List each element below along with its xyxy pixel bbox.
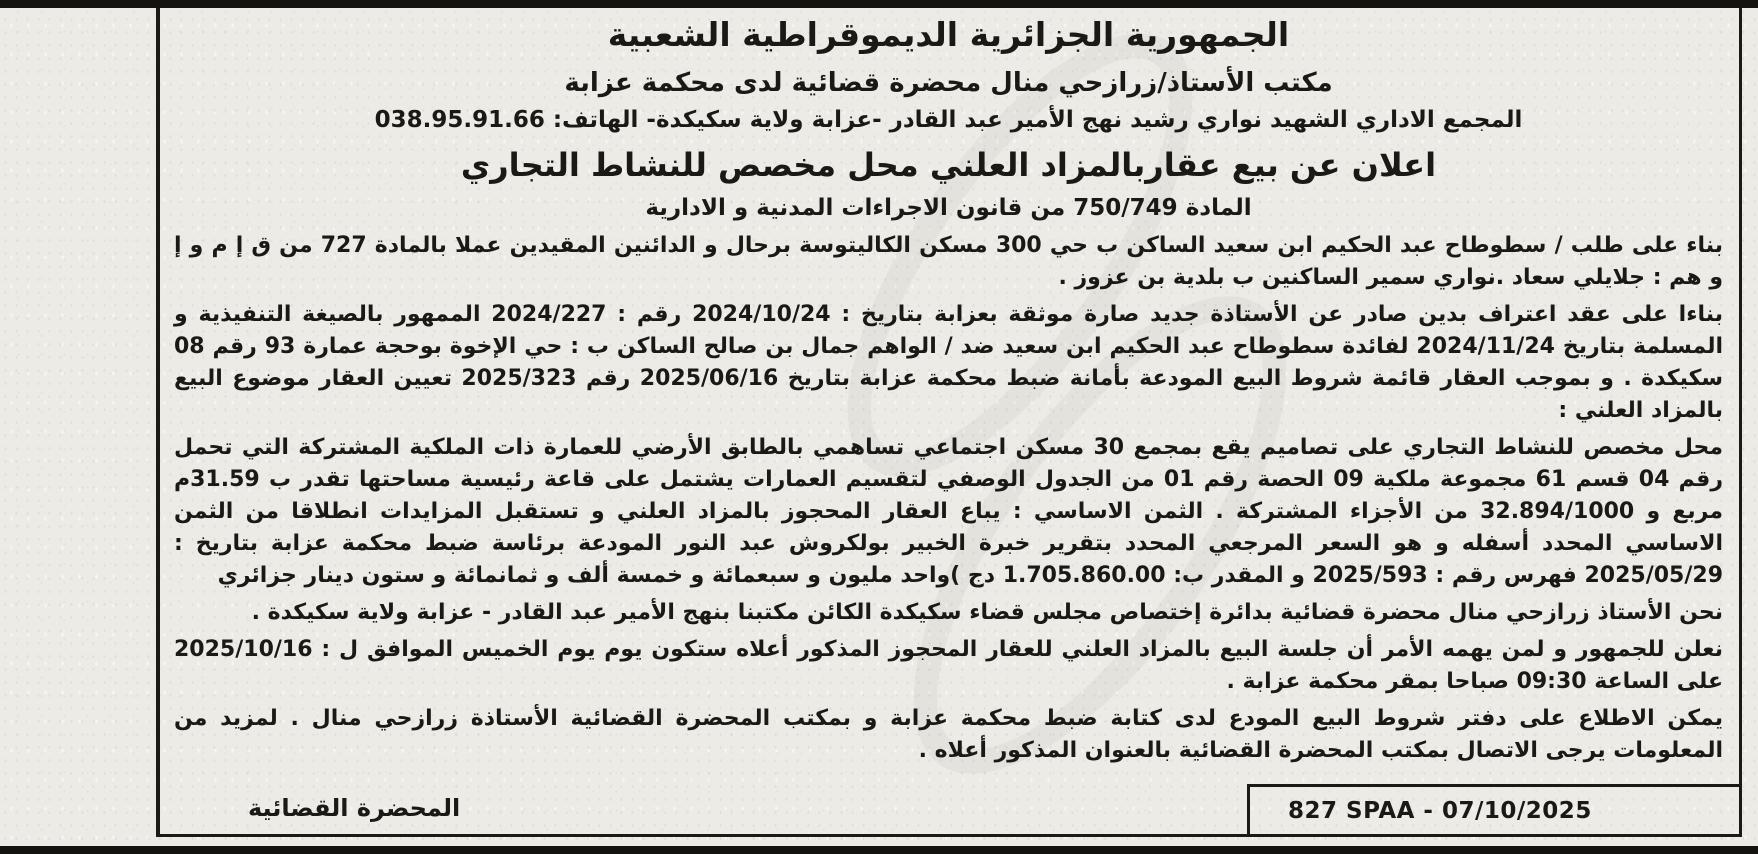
republic-header: الجمهورية الجزائرية الديموقراطية الشعبية xyxy=(607,15,1290,54)
publication-reference: 827 SPAA - 07/10/2025 xyxy=(1288,797,1592,824)
bailiff-statement-paragraph: نحن الأستاذ زرازحي منال محضرة قضائية بدائرة إختصاص مجلس قضاء سكيكدة الكائن مكتبنا بنهج الأمير عبد القادر - عزابة ولاية سكيكدة . xyxy=(251,600,1723,625)
auction-session-paragraph: نعلن للجمهور و لمن يهمه الأمر أن جلسة البيع بالمزاد العلني للعقار المحجوز المذكور أعلاه ستكون يوم يوم الخميس الموافق ل : 2025/10/16 على الساعة 09:30 صباحا بمقر محكمة عزابة . xyxy=(174,637,1723,694)
information-paragraph: يمكن الاطلاع على دفتر شروط البيع المودع لدى كتابة ضبط محكمة عزابة و بمكتب المحضرة القضائية الأستاذة زرازحي منال . لمزيد من المعلومات يرجى الاتصال بمكتب المحضرة القضائية بالعنوان المذكور أعلاه . xyxy=(174,706,1723,763)
law-reference-line: المادة 750/749 من قانون الاجراءات المدنية و الادارية xyxy=(645,195,1252,221)
notice-body xyxy=(174,230,1723,767)
bailiff-office-line: مكتب الأستاذ/زرازحي منال محضرة قضائية لدى محكمة عزابة xyxy=(564,68,1333,98)
office-address-line: المجمع الاداري الشهيد نواري رشيد نهج الأمير عبد القادر -عزابة ولاية سكيكدة- الهاتف: 038.95.91.66 xyxy=(374,107,1523,133)
legal-notice xyxy=(156,8,1742,837)
top-border-rule xyxy=(0,0,1758,8)
bottom-border-rule xyxy=(0,846,1758,854)
debt-deed-paragraph: بناءا على عقد اعتراف بدين صادر عن الأستاذة جديد صارة موثقة بعزابة بتاريخ : 2024/10/24 رقم : 2024/227 الممهور بالصيغة التنفيذية و المسلمة بتاريخ 2024/11/24 لفائدة سطوطاح عبد الحكيم ابن سعيد ضد / الواهم جمال بن صالح الساكن ب : حي الإخوة بوحجة عمارة 93 رقم 08 سكيكدة . و بموجب العقار قائمة شروط البيع المودعة بأمانة ضبط محكمة عزابة بتاريخ 2025/06/16 رقم 2025/323 تعيين العقار موضوع البيع بالمزاد العلني : xyxy=(174,302,1724,423)
request-paragraph: بناء على طلب / سطوطاح عبد الحكيم ابن سعيد الساكن ب حي 300 مسكن الكاليتوسة برحال و الدائنين المقيدين عملا بالمادة 727 من ق إ م و إ و هم : جلايلي سعاد .نواري سمير الساكنين ب بلدية بن عزوز . xyxy=(174,233,1723,290)
bailiff-signature: المحضرة القضائية xyxy=(248,794,461,822)
publication-reference-box xyxy=(1247,784,1739,834)
property-description-paragraph: محل مخصص للنشاط التجاري على تصاميم يقع بمجمع 30 مسكن اجتماعي تساهمي بالطابق الأرضي للعمارة ذات الملكية المشتركة التي تحمل رقم 04 قسم 61 مجموعة ملكية 09 الحصة رقم 01 من الجدول الوصفي لتقسيم العمارات يشتمل على قاعة رئيسية مساحتها تقدر ب 31.59م مربع و 32.894/1000 من الأجزاء المشتركة . الثمن الاساسي : يباع العقار المحجوز بالمزاد العلني و تستقبل المزايدات انطلاقا من الثمن الاساسي المحدد أسفله و هو السعر المرجعي المحدد بتقرير خبرة الخبير بولكروش عبد النور المودعة برئاسة ضبط محكمة عزابة بتاريخ : 2025/05/29 فهرس رقم : 2025/593 و المقدر ب: 1.705.860.00 دج )واحد مليون و سبعمائة و خمسة ألف و ثمانمائة و ستون دينار جزائري xyxy=(174,435,1723,588)
notice-title: اعلان عن بيع عقاربالمزاد العلني محل مخصص للنشاط التجاري xyxy=(460,146,1437,184)
